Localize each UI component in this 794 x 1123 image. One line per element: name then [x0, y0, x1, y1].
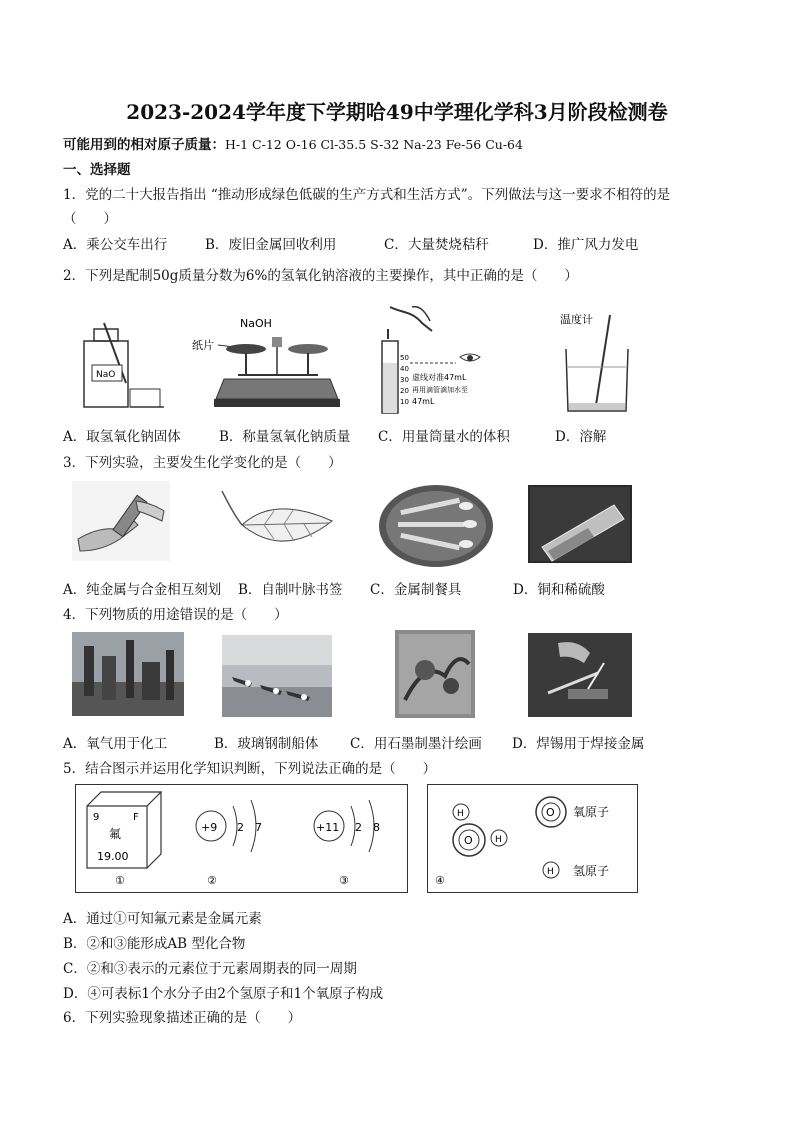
q4-option-a: A．氧气用于化工	[63, 736, 168, 752]
metal-tableware-figure	[378, 484, 494, 568]
legend-h-label: 氢原子	[573, 864, 610, 878]
atom2-shell2: 8	[373, 821, 380, 834]
q1-paren: （ ）	[63, 211, 117, 227]
cylinder-note-3: 47mL	[412, 397, 435, 406]
q2-option-a: A．取氢氧化钠固体	[63, 429, 181, 445]
q5-option-c: C．②和③表示的元素位于元素周期表的同一周期	[63, 961, 357, 977]
q2-stem: 2．下列是配制50g质量分数为6%的氢氧化钠溶液的主要操作，其中正确的是（ ）	[63, 268, 578, 284]
section-heading: 一、选择题	[63, 162, 131, 178]
q4-option-b: B．玻璃钢制船体	[214, 736, 319, 752]
water-molecule-figure	[427, 784, 639, 894]
thermometer-label: 温度计	[560, 313, 593, 326]
legend-o-symbol: O	[546, 806, 555, 819]
q3-option-c: C．金属制餐具	[370, 582, 462, 598]
q6-stem: 6．下列实验现象描述正确的是（ ）	[63, 1010, 302, 1026]
legend-o-label: 氧原子	[573, 805, 610, 819]
q5-option-d: D．④可表标1个水分子由2个氢原子和1个氧原子构成	[63, 986, 384, 1002]
page-title: 2023-2024学年度下学期哈49中学理化学科3月阶段检测卷	[126, 100, 668, 124]
metal-scratch-figure	[72, 481, 170, 561]
atom1-shell2: 7	[255, 821, 262, 834]
q2-option-c: C．用量筒量水的体积	[378, 429, 510, 445]
leaf-bookmark-figure	[214, 485, 336, 563]
balance-figure	[188, 313, 358, 413]
cylinder-30: 30	[400, 376, 409, 384]
atom2-shell1: 2	[355, 821, 362, 834]
q1-stem: 1．党的二十大报告指出 “推动形成绿色低碳的生产方式和生活方式”。下列做法与这一要求不相符的是	[63, 187, 671, 203]
q5-option-a: A．通过①可知氟元素是金属元素	[63, 911, 262, 927]
figure-label-4: ④	[435, 874, 445, 887]
q1-option-a: A．乘公交车出行	[63, 237, 168, 253]
element-number: 9	[93, 812, 100, 823]
soldering-figure	[528, 633, 632, 717]
molecule-h-top: H	[457, 809, 464, 819]
cylinder-40: 40	[400, 365, 409, 373]
atomic-masses-label: 可能用到的相对原子质量：	[63, 137, 225, 153]
chemical-plant-figure	[72, 632, 184, 716]
q5-stem: 5．结合图示并运用化学知识判断，下列说法正确的是（ ）	[63, 761, 437, 777]
figure-label-1: ①	[115, 874, 125, 887]
q2-option-b: B．称量氢氧化钠质量	[219, 429, 351, 445]
q1-option-d: D．推广风力发电	[533, 237, 639, 253]
atom1-shell1: 2	[237, 821, 244, 834]
cylinder-10: 10	[400, 398, 409, 406]
atom2-core: +11	[316, 821, 340, 834]
atomic-masses-values: H-1 C-12 O-16 Cl-35.5 S-32 Na-23 Fe-56 Cu-64	[225, 137, 523, 152]
ink-painting-figure	[395, 630, 475, 718]
paper-label: 纸片	[192, 339, 214, 352]
legend-h-symbol: H	[547, 867, 554, 877]
copper-acid-figure	[528, 485, 632, 563]
element-mass: 19.00	[97, 850, 129, 863]
molecule-o: O	[464, 834, 473, 847]
element-name: 氟	[109, 827, 122, 841]
q3-option-b: B．自制叶脉书签	[238, 582, 343, 598]
beaker-thermometer-figure	[556, 305, 646, 415]
element-symbol: F	[133, 812, 139, 823]
q3-option-d: D．铜和稀硫酸	[513, 582, 605, 598]
cylinder-note-2: 再用滴管滴加水至	[412, 386, 468, 394]
glass-fiber-boat-figure	[222, 635, 332, 717]
naoh-label: NaOH	[240, 317, 272, 330]
molecule-h-right: H	[495, 835, 502, 845]
cylinder-20: 20	[400, 387, 409, 395]
q3-stem: 3．下列实验，主要发生化学变化的是（ ）	[63, 455, 342, 471]
atomic-masses	[63, 133, 523, 153]
bottle-label: NaO	[96, 370, 116, 380]
atom1-core: +9	[201, 821, 218, 834]
q4-option-c: C．用石墨制墨汁绘画	[350, 736, 482, 752]
q2-option-d: D．溶解	[555, 429, 607, 445]
q3-option-a: A．纯金属与合金相互刻划	[63, 582, 222, 598]
naoh-bottle-figure	[74, 313, 174, 413]
q4-option-d: D．焊锡用于焊接金属	[512, 736, 645, 752]
figure-label-2: ②	[207, 874, 217, 887]
cylinder-note-1: 虚线对准47mL	[412, 373, 467, 382]
figure-label-3: ③	[339, 874, 349, 887]
element-structure-figure	[75, 784, 409, 894]
q5-option-b: B．②和③能形成AB 型化合物	[63, 936, 246, 952]
q1-option-c: C．大量焚烧秸秆	[384, 237, 489, 253]
q1-option-b: B．废旧金属回收利用	[205, 237, 337, 253]
q4-stem: 4．下列物质的用途错误的是（ ）	[63, 607, 288, 623]
cylinder-50: 50	[400, 354, 409, 362]
measuring-cylinder-figure	[372, 303, 512, 415]
